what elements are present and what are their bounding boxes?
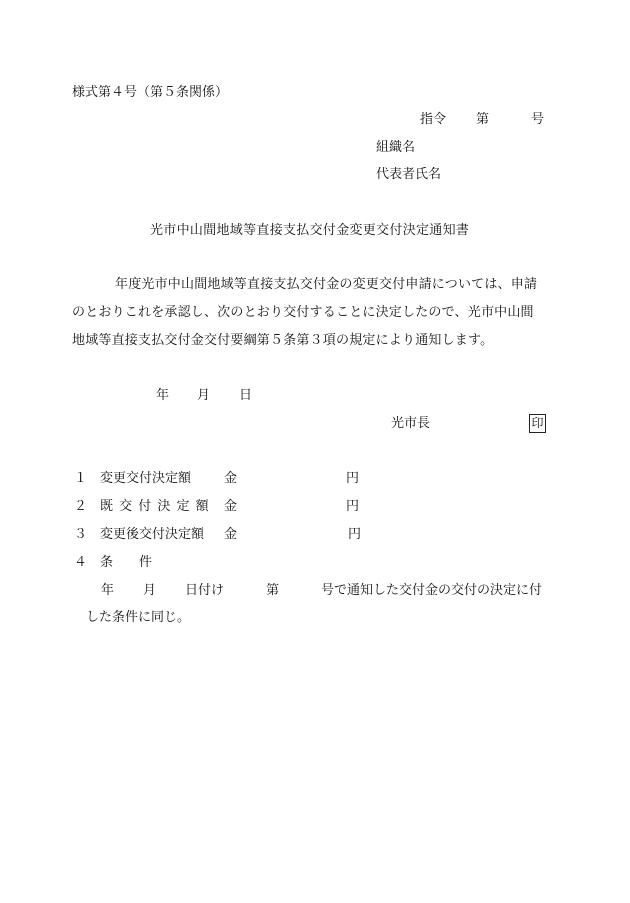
form-number: 様式第４号（第５条関係） [72, 85, 229, 100]
item-3-unit: 円 [348, 527, 362, 542]
document-title: 光市中山間地域等直接支払交付金変更交付決定通知書 [150, 223, 470, 238]
conditions-label: 条 件 [100, 555, 153, 570]
item-2-number: ２ [74, 499, 88, 514]
item-3-label: 変更後交付決定額 [100, 527, 205, 542]
item-2-unit: 円 [346, 499, 360, 514]
date-day: 日 [239, 388, 253, 403]
conditions-month: 月 [143, 583, 157, 598]
item-2-label: 既 交 付 決 定 額 [100, 499, 210, 514]
body-line-2: のとおりこれを承認し、次のとおり交付することに決定したので、光市中山間 [72, 305, 534, 320]
body-line-3: 地域等直接支払交付金交付要綱第５条第３項の規定により通知します。 [72, 333, 494, 348]
directive-label: 指令 [420, 112, 447, 127]
item-1-unit: 円 [346, 471, 360, 486]
conditions-number: ４ [74, 555, 88, 570]
conditions-dated: 日付け [185, 583, 225, 598]
conditions-year: 年 [101, 583, 115, 598]
date-month: 月 [197, 388, 211, 403]
item-3-number: ３ [74, 527, 88, 542]
item-1-number: １ [74, 471, 88, 486]
item-3-currency: 金 [224, 527, 238, 542]
conditions-text-2: した条件に同じ。 [86, 610, 191, 625]
conditions-text-1: 号で通知した交付金の交付の決定に付 [321, 583, 543, 598]
item-1-label: 変更交付決定額 [100, 471, 192, 486]
body-line-1: 年度光市中山間地域等直接支払交付金の変更交付申請については、申請 [115, 277, 538, 292]
issuer-title: 光市長 [391, 416, 431, 431]
date-year: 年 [156, 388, 170, 403]
item-1-currency: 金 [224, 471, 238, 486]
seal-mark: 印 [529, 414, 546, 433]
conditions-number-prefix: 第 [266, 583, 280, 598]
org-name-label: 組織名 [376, 140, 416, 155]
item-2-currency: 金 [224, 499, 238, 514]
directive-number-suffix: 号 [531, 112, 545, 127]
representative-label: 代表者氏名 [376, 167, 442, 182]
directive-number-prefix: 第 [476, 112, 490, 127]
